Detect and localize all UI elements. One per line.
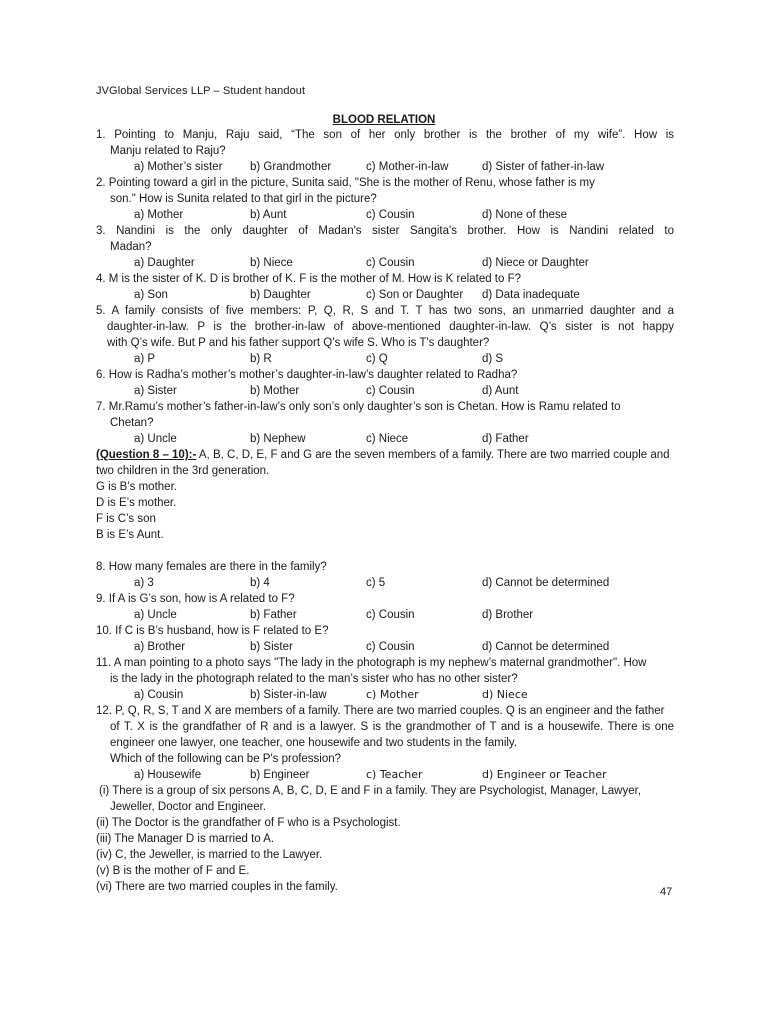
option-c: c) Q bbox=[366, 353, 388, 365]
option-d: d) Cannot be determined bbox=[482, 641, 610, 653]
question-7-text: 7. Mr.Ramu’s mother’s father-in-law’s only son’s only daughter’s son is Chetan. How is Ramu related to bbox=[96, 401, 621, 413]
question-12-text-cont: of T. X is the grandfather of R and is a lawyer. S is the grandmother of T and is a housewife. There is one bbox=[110, 721, 674, 733]
option-c: c) Cousin bbox=[366, 641, 415, 653]
option-c: c) Mother bbox=[366, 688, 419, 701]
question-5-text-cont: daughter-in-law. P is the brother-in-law of above-mentioned daughter-in-law. Q’s sister is not happy bbox=[107, 321, 674, 333]
question-11-text: 11. A man pointing to a photo says "The lady in the photograph is my nephew’s maternal grandmother". How bbox=[96, 657, 647, 669]
question-12-text: 12. P, Q, R, S, T and X are members of a family. There are two married couples. Q is an engineer and the father bbox=[96, 705, 665, 717]
option-c: c) Cousin bbox=[366, 209, 415, 221]
option-c: c) Teacher bbox=[366, 768, 423, 781]
option-b: b) Daughter bbox=[250, 289, 311, 301]
question-4-options bbox=[96, 287, 674, 303]
option-a: a) Uncle bbox=[134, 609, 177, 621]
option-c: c) Mother-in-law bbox=[366, 161, 449, 173]
question-body bbox=[96, 127, 674, 895]
option-a: a) Cousin bbox=[134, 689, 184, 701]
question-7-text-cont: Chetan? bbox=[110, 417, 154, 429]
option-c: c) Son or Daughter bbox=[366, 289, 464, 301]
option-a: a) 3 bbox=[134, 577, 154, 589]
option-b: b) R bbox=[250, 353, 272, 365]
statement-i: (i) There is a group of six persons A, B, C, D, E and F in a family. They are Psychologist, Manager, Lawyer, bbox=[99, 785, 642, 797]
option-d: d) Father bbox=[482, 433, 529, 445]
statement-iii: (iii) The Manager D is married to A. bbox=[96, 833, 275, 845]
blank-line bbox=[96, 543, 674, 559]
question-1-options bbox=[96, 159, 674, 175]
option-c: c) Cousin bbox=[366, 385, 415, 397]
question-2-text: 2. Pointing toward a girl in the picture, Sunita said, "She is the mother of Renu, whose father is my bbox=[96, 177, 595, 189]
option-b: b) Aunt bbox=[250, 209, 287, 221]
question-1-text-cont: Manju related to Raju? bbox=[110, 145, 226, 157]
option-b: b) Grandmother bbox=[250, 161, 332, 173]
question-set-intro-cont: two children in the 3rd generation. bbox=[96, 465, 270, 477]
option-a: a) Brother bbox=[134, 641, 186, 653]
option-d: d) None of these bbox=[482, 209, 568, 221]
option-a: a) Uncle bbox=[134, 433, 177, 445]
question-set-intro-text: A, B, C, D, E, F and G are the seven members of a family. There are two married couple and bbox=[196, 449, 670, 461]
question-12-prompt: Which of the following can be P's profession? bbox=[110, 753, 342, 765]
question-7-options bbox=[96, 431, 674, 447]
option-c: c) Cousin bbox=[366, 257, 415, 269]
option-a: a) Mother’s sister bbox=[134, 161, 223, 173]
option-d: d) Engineer or Teacher bbox=[482, 768, 607, 781]
option-a: a) Mother bbox=[134, 209, 184, 221]
option-b: b) Father bbox=[250, 609, 297, 621]
question-12-options bbox=[96, 767, 674, 783]
question-9-options bbox=[96, 607, 674, 623]
question-6-options bbox=[96, 383, 674, 399]
question-2-text-cont: son." How is Sunita related to that girl in the picture? bbox=[110, 193, 377, 205]
running-header: JVGlobal Services LLP – Student handout bbox=[96, 85, 306, 97]
option-a: a) Son bbox=[134, 289, 168, 301]
option-d: d) Aunt bbox=[482, 385, 519, 397]
option-d: d) S bbox=[482, 353, 504, 365]
statement-iv: (iv) C, the Jeweller, is married to the Lawyer. bbox=[96, 849, 323, 861]
statement-i-cont: Jeweller, Doctor and Engineer. bbox=[110, 801, 266, 813]
question-9-text: 9. If A is G’s son, how is A related to F? bbox=[96, 593, 295, 605]
statement-vi: (vi) There are two married couples in the family. bbox=[96, 881, 338, 893]
question-set-heading: (Question 8 – 10):- bbox=[96, 449, 197, 461]
option-b: b) Niece bbox=[250, 257, 293, 269]
question-11-options bbox=[96, 687, 674, 703]
option-c: c) Cousin bbox=[366, 609, 415, 621]
question-5-options bbox=[96, 351, 674, 367]
question-1-text: 1. Pointing to Manju, Raju said, “The son of her only brother is the brother of my wife”. How is bbox=[96, 129, 674, 141]
question-8-options bbox=[96, 575, 674, 591]
question-10-options bbox=[96, 639, 674, 655]
option-d: d) Data inadequate bbox=[482, 289, 580, 301]
page-title: BLOOD RELATION bbox=[332, 114, 436, 126]
option-b: b) Nephew bbox=[250, 433, 306, 445]
statement-ii: (ii) The Doctor is the grandfather of F who is a Psychologist. bbox=[96, 817, 401, 829]
question-12-text-cont-2: engineer one lawyer, one teacher, one housewife and two students in the family. bbox=[110, 737, 518, 749]
option-d: d) Niece or Daughter bbox=[482, 257, 589, 269]
question-2-options bbox=[96, 207, 674, 223]
option-c: c) 5 bbox=[366, 577, 386, 589]
option-a: a) Sister bbox=[134, 385, 177, 397]
option-b: b) Sister bbox=[250, 641, 293, 653]
option-b: b) 4 bbox=[250, 577, 270, 589]
fact-line: B is E’s Aunt. bbox=[96, 529, 164, 541]
option-a: a) Daughter bbox=[134, 257, 195, 269]
question-5-text-cont-2: with Q’s wife. But P and his father support Q’s wife S. Who is T's daughter? bbox=[107, 337, 490, 349]
question-5-text: 5. A family consists of five members: P, Q, R, S and T. T has two sons, an unmarried daughter and a bbox=[96, 305, 674, 317]
option-d: d) Niece bbox=[482, 688, 528, 701]
option-d: d) Cannot be determined bbox=[482, 577, 610, 589]
question-4-text: 4. M is the sister of K. D is brother of K. F is the mother of M. How is K related to F? bbox=[96, 273, 522, 285]
option-b: b) Mother bbox=[250, 385, 300, 397]
question-set-intro bbox=[96, 447, 674, 463]
question-10-text: 10. If C is B’s husband, how is F related to E? bbox=[96, 625, 329, 637]
option-c: c) Niece bbox=[366, 433, 409, 445]
question-8-text: 8. How many females are there in the family? bbox=[96, 561, 327, 573]
page-number: 47 bbox=[660, 886, 673, 898]
question-3-text-cont: Madan? bbox=[110, 241, 152, 253]
option-d: d) Brother bbox=[482, 609, 534, 621]
option-b: b) Sister-in-law bbox=[250, 689, 327, 701]
question-3-options bbox=[96, 255, 674, 271]
statement-v: (v) B is the mother of F and E. bbox=[96, 865, 250, 877]
option-a: a) Housewife bbox=[134, 769, 202, 781]
question-6-text: 6. How is Radha’s mother’s mother’s daughter-in-law’s daughter related to Radha? bbox=[96, 369, 518, 381]
question-3-text: 3. Nandini is the only daughter of Madan's sister Sangita's brother. How is Nandini related to bbox=[96, 225, 674, 237]
question-11-text-cont: is the lady in the photograph related to the man’s sister who has no other sister? bbox=[110, 673, 518, 685]
fact-line: F is C’s son bbox=[96, 513, 156, 525]
fact-line: D is E’s mother. bbox=[96, 497, 177, 509]
option-a: a) P bbox=[134, 353, 156, 365]
fact-line: G is B’s mother. bbox=[96, 481, 177, 493]
option-d: d) Sister of father-in-law bbox=[482, 161, 605, 173]
option-b: b) Engineer bbox=[250, 769, 310, 781]
